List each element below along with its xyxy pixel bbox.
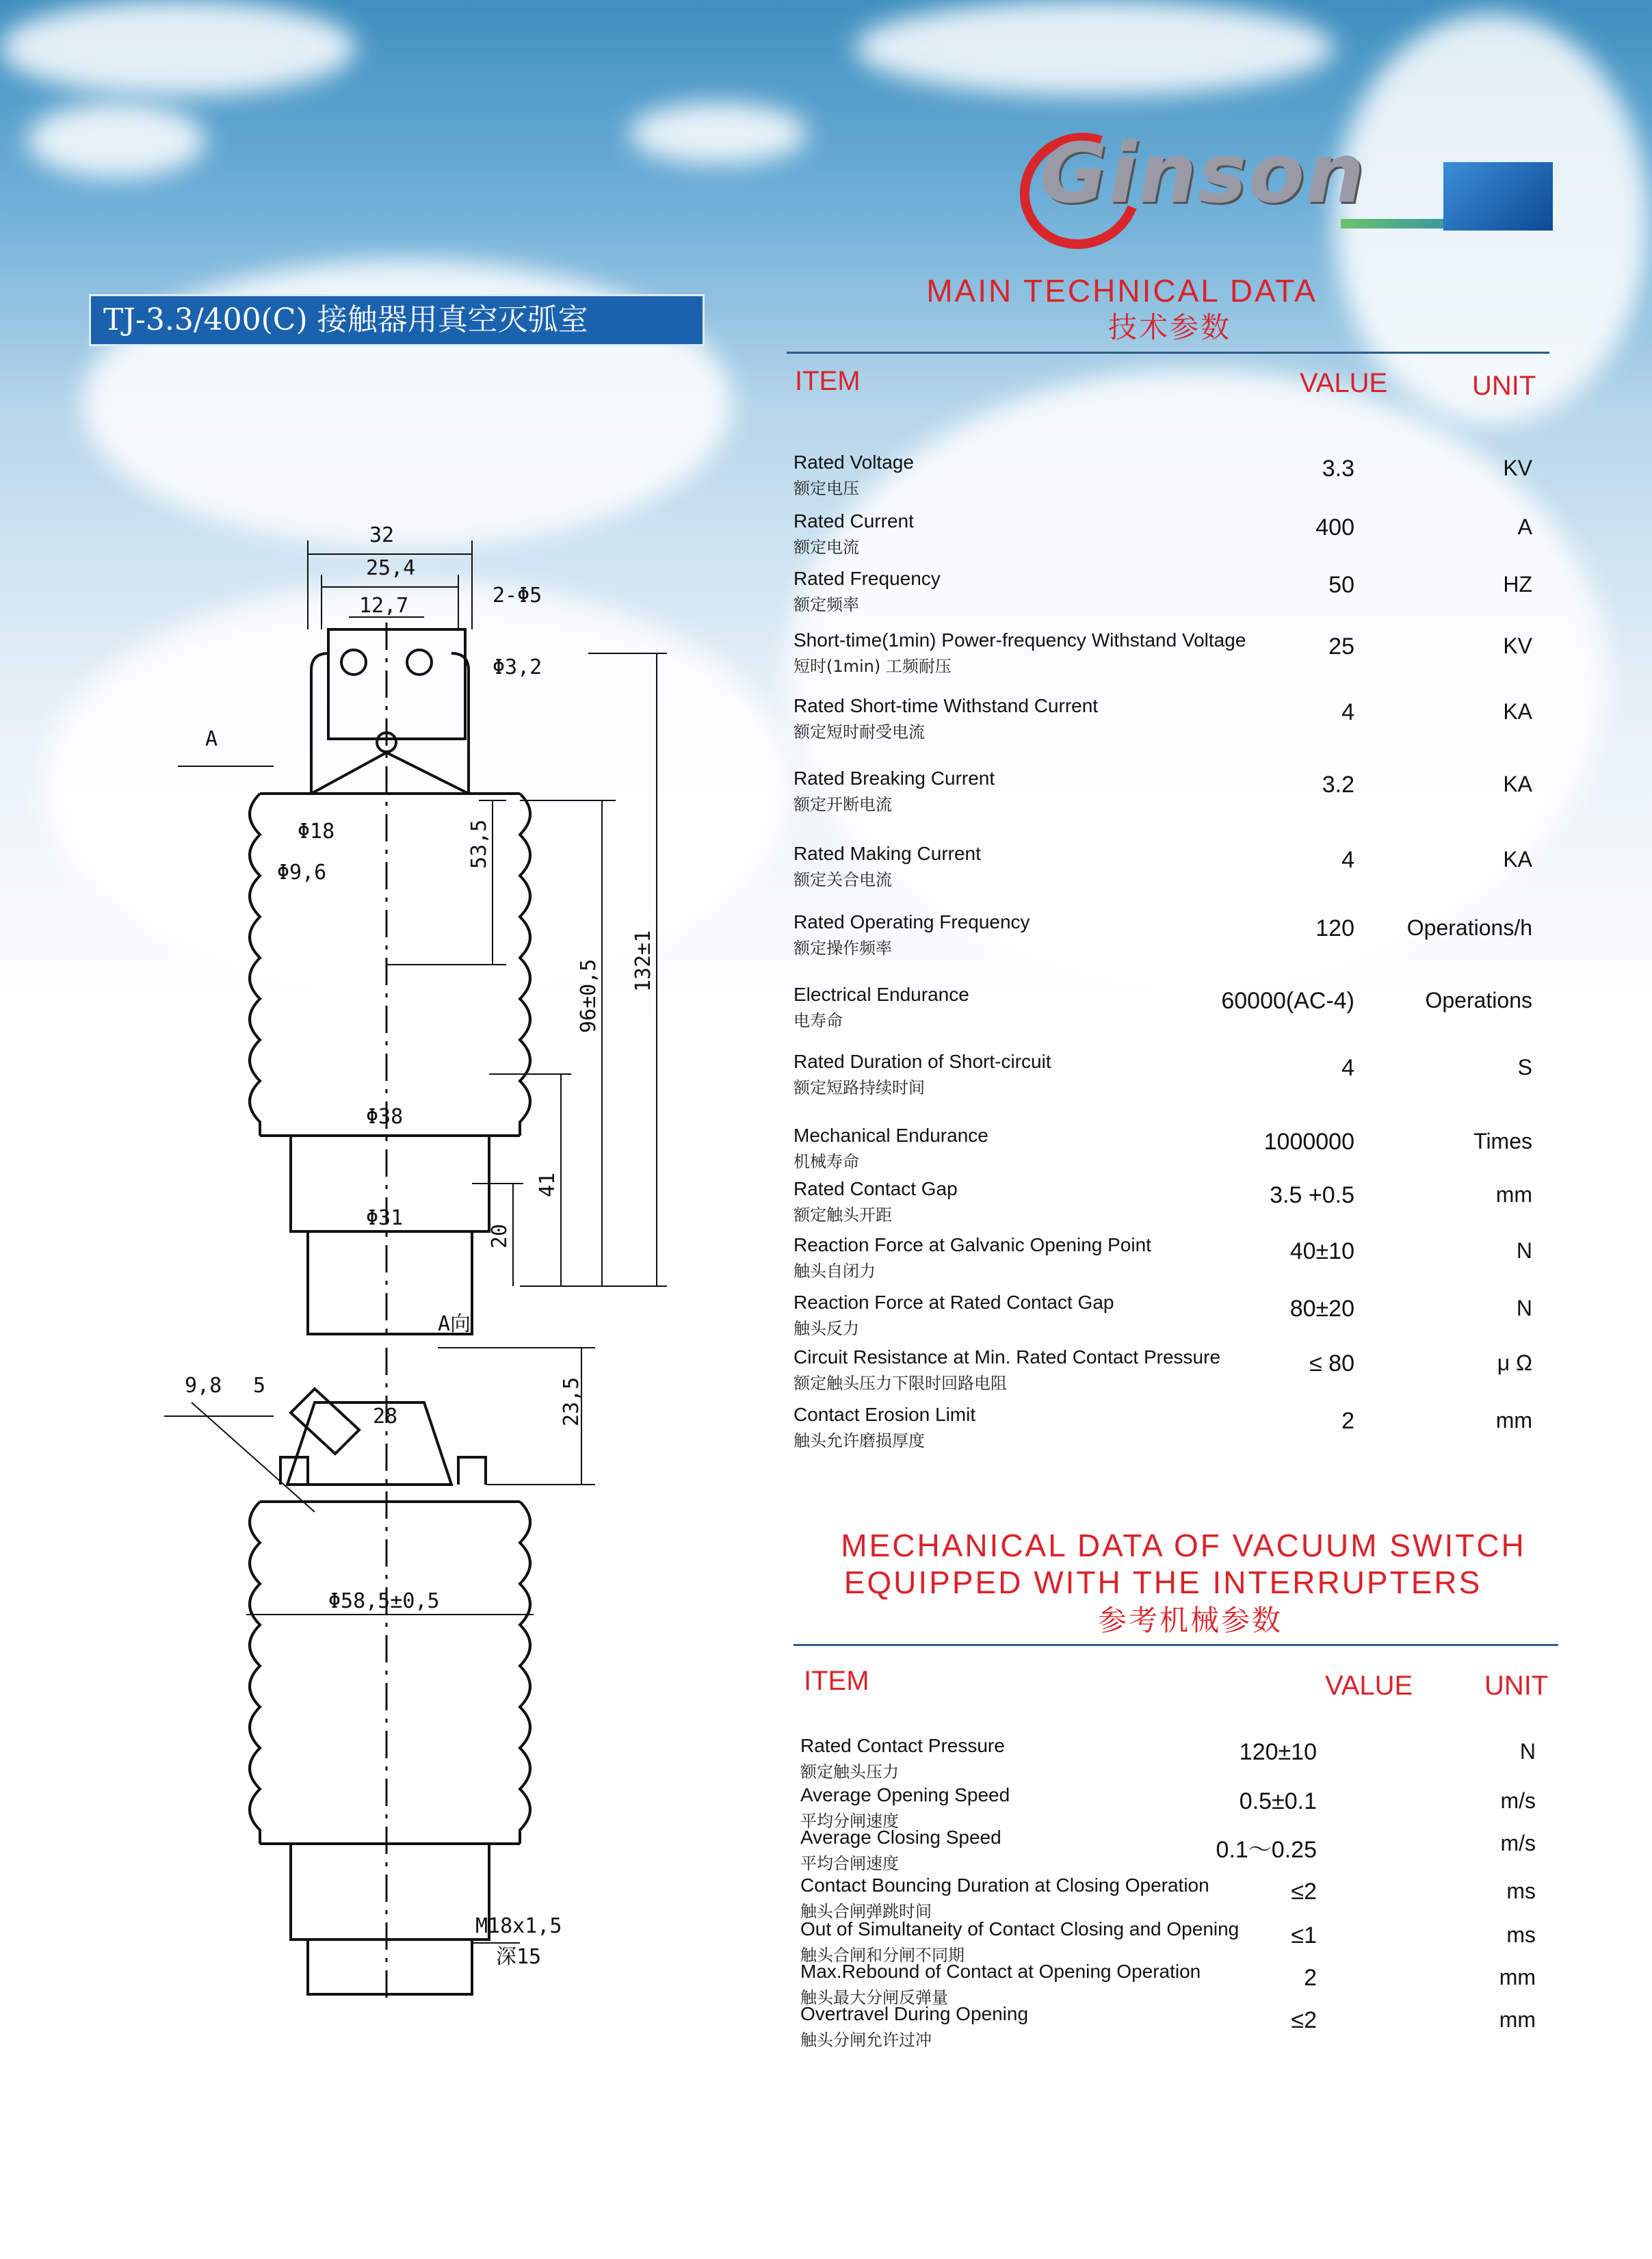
table-row xyxy=(794,1125,1532,1179)
dim-28: 28 xyxy=(373,1405,398,1428)
row-label-cn: 额定关合电流 xyxy=(794,870,892,889)
dim-53-5: 53,5 xyxy=(467,819,491,869)
row-value: 3.3 xyxy=(1322,456,1354,482)
row-label-en: Rated Contact Gap xyxy=(794,1178,958,1199)
row-value: 120 xyxy=(1315,915,1354,941)
row-label-en: Rated Frequency xyxy=(794,568,941,589)
row-value: 0.5±0.1 xyxy=(1239,1788,1317,1814)
table-row xyxy=(800,2003,1536,2058)
row-label-en: Rated Contact Pressure xyxy=(800,1735,1005,1756)
row-label-en: Out of Simultaneity of Contact Closing and Opening xyxy=(800,1918,1240,1940)
row-unit: KA xyxy=(1503,699,1532,724)
row-label-cn: 额定触头压力下限时回路电阻 xyxy=(794,1374,1007,1393)
row-value: ≤2 xyxy=(1291,1879,1317,1905)
dim-a-view: A向 xyxy=(438,1312,471,1336)
row-unit: Operations xyxy=(1425,988,1532,1013)
row-unit: A xyxy=(1517,514,1532,539)
row-unit: KA xyxy=(1503,847,1532,872)
drawing-top-terminal xyxy=(328,629,465,739)
row-unit: S xyxy=(1517,1055,1532,1080)
logo-square xyxy=(1443,162,1553,231)
row-label-en: Mechanical Endurance xyxy=(794,1125,988,1146)
dim-132: 132±1 xyxy=(631,930,655,992)
dim-phi58-5: Φ58,5±0,5 xyxy=(328,1589,440,1613)
drawing-bellows xyxy=(520,794,530,1136)
row-label-cn: 短时(1min) 工频耐压 xyxy=(794,657,952,676)
row-label-cn: 平均合闸速度 xyxy=(800,1854,899,1873)
dim-96: 96±0,5 xyxy=(577,958,601,1033)
row-value: ≤ 80 xyxy=(1309,1350,1354,1376)
main-col-value: VALUE xyxy=(1300,368,1388,398)
row-label-cn: 额定开断电流 xyxy=(794,795,892,814)
drawing-lower-shaft xyxy=(291,1844,489,1940)
row-label-en: Contact Bouncing Duration at Closing Operation xyxy=(800,1875,1209,1896)
row-value: 4 xyxy=(1341,1055,1354,1081)
row-label-cn: 触头合闸弹跳时间 xyxy=(800,1902,932,1921)
row-unit: N xyxy=(1516,1296,1532,1320)
drawing-spring xyxy=(311,653,328,794)
row-value: 3.5 +0.5 xyxy=(1270,1182,1354,1208)
row-unit: N xyxy=(1516,1238,1532,1263)
dim-25-4: 25,4 xyxy=(366,556,416,580)
dim-9-8: 9,8 xyxy=(185,1374,222,1398)
table-row xyxy=(794,1051,1532,1106)
row-label-cn: 触头最大分闸反弹量 xyxy=(800,1988,948,2007)
drawing-lower-shaft xyxy=(308,1940,472,1994)
table-row xyxy=(794,1234,1532,1289)
row-unit: m/s xyxy=(1500,1831,1536,1855)
row-label-en: Rated Current xyxy=(794,510,914,532)
row-label-en: Rated Breaking Current xyxy=(794,768,995,789)
table-row xyxy=(800,1827,1536,1881)
brand-logo xyxy=(1019,127,1566,243)
row-label-en: Average Opening Speed xyxy=(800,1784,1010,1805)
row-label-cn: 触头自闭力 xyxy=(794,1262,876,1281)
row-label-cn: 额定触头开距 xyxy=(794,1205,892,1225)
mech-title-en-1: MECHANICAL DATA OF VACUUM SWITCH xyxy=(841,1528,1526,1563)
dim-phi3-2: Φ3,2 xyxy=(493,655,542,679)
row-unit: μ Ω xyxy=(1497,1350,1532,1375)
row-unit: mm xyxy=(1495,1182,1532,1207)
drawing-hole xyxy=(341,650,366,675)
row-unit: m/s xyxy=(1500,1788,1536,1813)
product-title: TJ-3.3/400(C) 接触器用真空灭弧室 xyxy=(89,294,705,346)
mech-title-en-2: EQUIPPED WITH THE INTERRUPTERS xyxy=(843,1565,1482,1600)
dim-12-7: 12,7 xyxy=(359,594,409,618)
row-label-en: Rated Duration of Short-circuit xyxy=(794,1051,1051,1072)
row-label-cn: 额定电流 xyxy=(794,538,859,557)
drawing-bellows xyxy=(250,1502,260,1844)
dim-phi38: Φ38 xyxy=(366,1105,404,1129)
table-row xyxy=(794,629,1532,684)
row-label-cn: 额定操作频率 xyxy=(794,939,892,958)
main-title-cn: 技术参数 xyxy=(1107,311,1231,343)
logo-text: Ginson xyxy=(1040,127,1366,222)
interrupter-drawing xyxy=(150,499,766,2005)
drawing-dim-line xyxy=(520,800,616,1286)
row-label-cn: 机械寿命 xyxy=(794,1152,859,1171)
mech-col-item: ITEM xyxy=(804,1666,869,1696)
row-value: 2 xyxy=(1341,1408,1354,1434)
row-unit: HZ xyxy=(1503,572,1532,597)
row-label-en: Contact Erosion Limit xyxy=(794,1404,976,1425)
row-label-en: Rated Voltage xyxy=(794,452,914,473)
row-label-en: Rated Short-time Withstand Current xyxy=(794,695,1099,716)
dim-20: 20 xyxy=(488,1223,512,1249)
main-col-unit: UNIT xyxy=(1472,371,1536,401)
row-value: 120±10 xyxy=(1239,1739,1317,1765)
row-label-cn: 触头分闸允许过冲 xyxy=(800,2031,932,2050)
table-row xyxy=(794,1292,1532,1346)
row-value: 3.2 xyxy=(1322,772,1354,798)
row-unit: ms xyxy=(1506,1922,1536,1947)
row-label-cn: 额定频率 xyxy=(794,595,859,614)
main-title-en: MAIN TECHNICAL DATA xyxy=(926,273,1317,309)
row-value: 4 xyxy=(1341,847,1354,873)
drawing-bellows xyxy=(520,1502,530,1844)
dim-m18: M18x1,5 xyxy=(475,1914,562,1938)
table-row xyxy=(794,695,1532,750)
row-label-cn: 触头合闸和分闸不同期 xyxy=(800,1946,965,1965)
table-row xyxy=(794,984,1532,1039)
main-col-item: ITEM xyxy=(795,366,861,396)
cloud xyxy=(0,0,356,96)
table-row xyxy=(794,510,1532,565)
drawing-lower-terminal xyxy=(287,1402,451,1485)
row-value: ≤1 xyxy=(1291,1922,1317,1948)
row-value: 1000000 xyxy=(1263,1129,1354,1155)
drawing-bellows xyxy=(250,794,260,1136)
dim-phi31: Φ31 xyxy=(366,1206,404,1230)
dim-5: 5 xyxy=(253,1374,266,1398)
dim-32: 32 xyxy=(369,523,395,547)
table-row xyxy=(800,1735,1536,1790)
row-unit: Operations/h xyxy=(1406,915,1532,940)
row-label-en: Average Closing Speed xyxy=(800,1827,1001,1848)
row-label-cn: 触头允许磨损厚度 xyxy=(794,1431,925,1450)
drawing-lower-terminal xyxy=(280,1457,486,1485)
row-label-en: Rated Operating Frequency xyxy=(794,911,1030,932)
main-title-rule xyxy=(787,352,1549,354)
row-value: 2 xyxy=(1304,1965,1317,1991)
row-label-cn: 电寿命 xyxy=(794,1011,843,1030)
row-label-en: Circuit Resistance at Min. Rated Contact Pressure xyxy=(794,1346,1221,1368)
row-unit: KV xyxy=(1503,456,1532,480)
dim-deep15: 深15 xyxy=(496,1945,542,1969)
dim-23-5: 23,5 xyxy=(560,1376,584,1426)
row-label-en: Reaction Force at Rated Contact Gap xyxy=(794,1292,1114,1313)
table-row xyxy=(794,768,1532,822)
table-row xyxy=(794,911,1532,966)
row-label-en: Short-time(1min) Power-frequency Withstand Voltage xyxy=(794,629,1246,651)
table-row xyxy=(794,452,1532,506)
drawing-spring xyxy=(311,753,469,794)
row-unit: N xyxy=(1519,1739,1536,1764)
row-label-cn: 触头反力 xyxy=(794,1319,859,1338)
row-unit: mm xyxy=(1499,1965,1536,1989)
row-label-en: Electrical Endurance xyxy=(794,984,969,1005)
dim-phi18: Φ18 xyxy=(298,820,335,844)
dim-2-phi5: 2-Φ5 xyxy=(493,584,542,608)
row-label-cn: 额定电压 xyxy=(794,479,859,498)
cloud xyxy=(855,0,1334,96)
mech-col-value: VALUE xyxy=(1325,1671,1413,1701)
row-label-en: Reaction Force at Galvanic Opening Point xyxy=(794,1234,1151,1255)
row-label-en: Rated Making Current xyxy=(794,843,981,864)
mech-title-rule xyxy=(794,1644,1558,1646)
row-unit: mm xyxy=(1499,2007,1536,2032)
row-value: 25 xyxy=(1328,634,1354,660)
row-value: ≤2 xyxy=(1291,2007,1317,2033)
dim-41: 41 xyxy=(536,1172,560,1197)
table-row xyxy=(794,1346,1532,1401)
table-row xyxy=(794,568,1532,623)
cloud xyxy=(27,103,205,178)
table-row xyxy=(794,1404,1532,1459)
row-label-cn: 额定触头压力 xyxy=(800,1762,899,1781)
row-label-en: Overtravel During Opening xyxy=(800,2003,1029,2024)
cloud xyxy=(629,103,807,164)
row-label-cn: 额定短时耐受电流 xyxy=(794,722,925,742)
row-unit: ms xyxy=(1506,1879,1536,1903)
table-row xyxy=(794,843,1532,898)
dim-a: A xyxy=(205,727,218,751)
row-value: 400 xyxy=(1315,514,1354,540)
row-unit: Times xyxy=(1473,1129,1532,1153)
row-label-en: Max.Rebound of Contact at Opening Operation xyxy=(800,1961,1201,1982)
row-unit: KV xyxy=(1503,634,1532,658)
row-value: 4 xyxy=(1341,699,1354,725)
table-row xyxy=(794,1178,1532,1233)
dim-phi9-6: Φ9,6 xyxy=(277,861,327,885)
row-value: 0.1～0.25 xyxy=(1216,1837,1317,1863)
mech-title-cn: 参考机械参数 xyxy=(1097,1604,1283,1636)
drawing-hole xyxy=(407,650,432,675)
row-value: 80±20 xyxy=(1289,1296,1354,1322)
row-unit: KA xyxy=(1503,772,1532,796)
mech-col-unit: UNIT xyxy=(1484,1671,1549,1701)
row-value: 50 xyxy=(1328,572,1354,598)
row-unit: mm xyxy=(1495,1408,1532,1433)
row-label-cn: 额定短路持续时间 xyxy=(794,1078,925,1097)
row-label-cn: 平均分闸速度 xyxy=(800,1812,899,1831)
row-value: 60000(AC-4) xyxy=(1221,988,1354,1014)
row-value: 40±10 xyxy=(1289,1238,1354,1264)
